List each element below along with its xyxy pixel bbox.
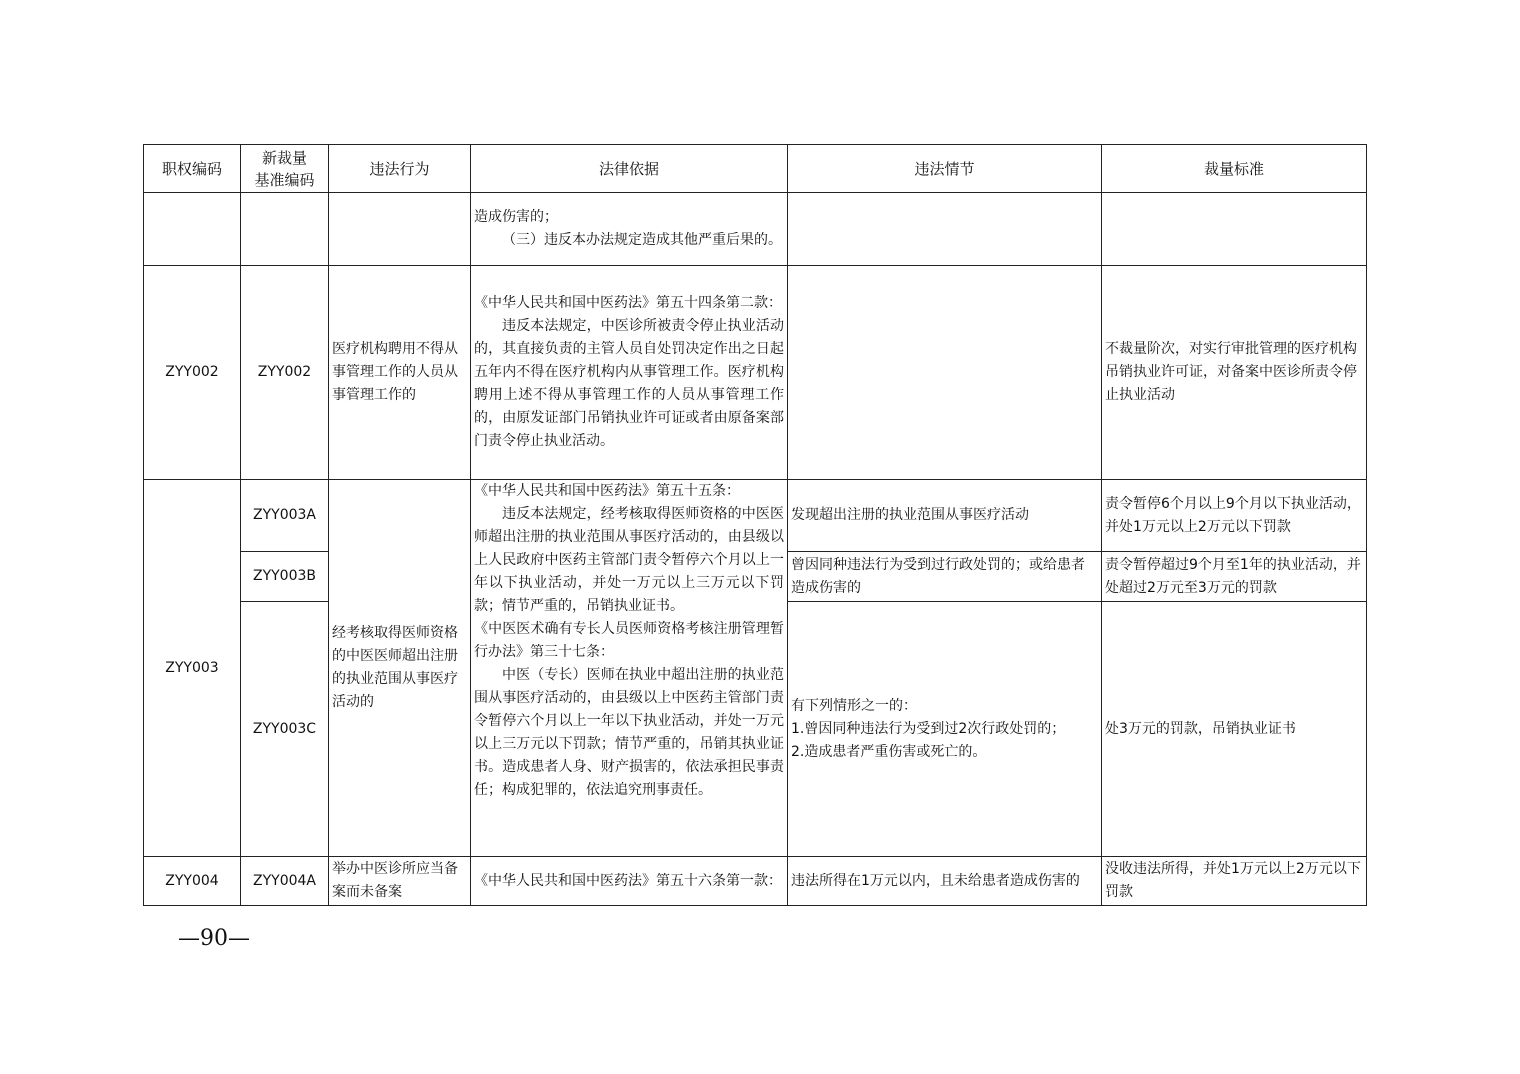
basis-text: 《中医医术确有专长人员医师资格考核注册管理暂行办法》第三十七条： [474, 621, 784, 660]
basis-text: 《中华人民共和国中医药法》第五十五条： [474, 483, 740, 499]
new-code-cell: ZYY003B [241, 552, 329, 602]
behavior-cell: 举办中医诊所应当备案而未备案 [329, 857, 471, 906]
code-cell: ZYY004 [144, 857, 241, 906]
circumstance-text: 1.曾因同种违法行为受到过2次行政处罚的； [791, 720, 1066, 737]
behavior-cell: 经考核取得医师资格的中医医师超出注册的执业范围从事医疗活动的 [329, 480, 471, 857]
table-row-zyy003a [144, 480, 1367, 552]
basis-text: （三）违反本办法规定造成其他严重后果的。 [502, 232, 782, 248]
standard-cell: 没收违法所得，并处1万元以上2万元以下罚款 [1102, 857, 1367, 906]
header-new-code-line1: 新裁量 [261, 148, 307, 167]
circumstance-cell [788, 602, 1102, 857]
basis-cell [471, 266, 788, 480]
basis-cell: 《中华人民共和国中医药法》第五十六条第一款： [471, 857, 788, 906]
circumstance-text: 有下列情形之一的： [791, 697, 917, 714]
standard-cell: 不裁量阶次，对实行审批管理的医疗机构吊销执业许可证，对备案中医诊所责令停止执业活动 [1102, 266, 1367, 480]
new-code-cell: ZYY004A [241, 857, 329, 906]
basis-text: 违反本法规定，中医诊所被责令停止执业活动的，其直接负责的主管人员自处罚决定作出之日起五年内不得在医疗机构内从事管理工作。医疗机构聘用上述不得从事管理工作的人员从事管理工作的，由原发证部门吊销执业许可证或者由原备案部门责令停止执业活动。 [474, 318, 784, 449]
basis-cell [471, 480, 788, 857]
circumstance-cell [788, 266, 1102, 480]
new-code-cell: ZYY002 [241, 266, 329, 480]
header-standard: 裁量标准 [1102, 145, 1367, 193]
basis-text: 违反本法规定，经考核取得医师资格的中医医师超出注册的执业范围从事医疗活动的，由县级以上人民政府中医药主管部门责令暂停六个月以上一年以下执业活动，并处一万元以上三万元以下罚款；情节严重的，吊销执业证书。 [474, 506, 784, 614]
discretion-table [143, 144, 1367, 906]
circumstance-cell: 违法所得在1万元以内，且未给患者造成伤害的 [788, 857, 1102, 906]
circumstance-text: 2.造成患者严重伤害或死亡的。 [791, 743, 987, 760]
circumstance-cell: 曾因同种违法行为受到过行政处罚的；或给患者造成伤害的 [788, 552, 1102, 602]
header-new-code-line2: 基准编码 [254, 170, 315, 189]
header-code: 职权编码 [144, 145, 241, 193]
basis-text: 造成伤害的； [474, 209, 558, 225]
header-behavior: 违法行为 [329, 145, 471, 193]
standard-cell: 责令暂停6个月以上9个月以下执业活动，并处1万元以上2万元以下罚款 [1102, 480, 1367, 552]
code-cell: ZYY002 [144, 266, 241, 480]
header-circumstance: 违法情节 [788, 145, 1102, 193]
table-row-continuation [144, 193, 1367, 266]
table-row-zyy002 [144, 266, 1367, 480]
standard-cell: 处3万元的罚款，吊销执业证书 [1102, 602, 1367, 857]
code-cell: ZYY003 [144, 480, 241, 857]
table-row-zyy004 [144, 857, 1367, 906]
header-new-code [241, 145, 329, 193]
page-number: —90— [178, 926, 250, 951]
basis-text: 中医（专长）医师在执业中超出注册的执业范围从事医疗活动的，由县级以上中医药主管部门责令暂停六个月以上一年以下执业活动，并处一万元以上三万元以下罚款；情节严重的，吊销其执业证书。造成患者人身、财产损害的，依法承担民事责任；构成犯罪的，依法追究刑事责任。 [474, 667, 784, 798]
standard-cell: 责令暂停超过9个月至1年的执业活动，并处超过2万元至3万元的罚款 [1102, 552, 1367, 602]
new-code-cell: ZYY003A [241, 480, 329, 552]
circumstance-cell: 发现超出注册的执业范围从事医疗活动 [788, 480, 1102, 552]
behavior-cell: 医疗机构聘用不得从事管理工作的人员从事管理工作的 [329, 266, 471, 480]
basis-text: 《中华人民共和国中医药法》第五十四条第二款： [474, 295, 782, 311]
new-code-cell: ZYY003C [241, 602, 329, 857]
basis-cell [471, 193, 788, 266]
header-row [144, 145, 1367, 193]
header-basis: 法律依据 [471, 145, 788, 193]
